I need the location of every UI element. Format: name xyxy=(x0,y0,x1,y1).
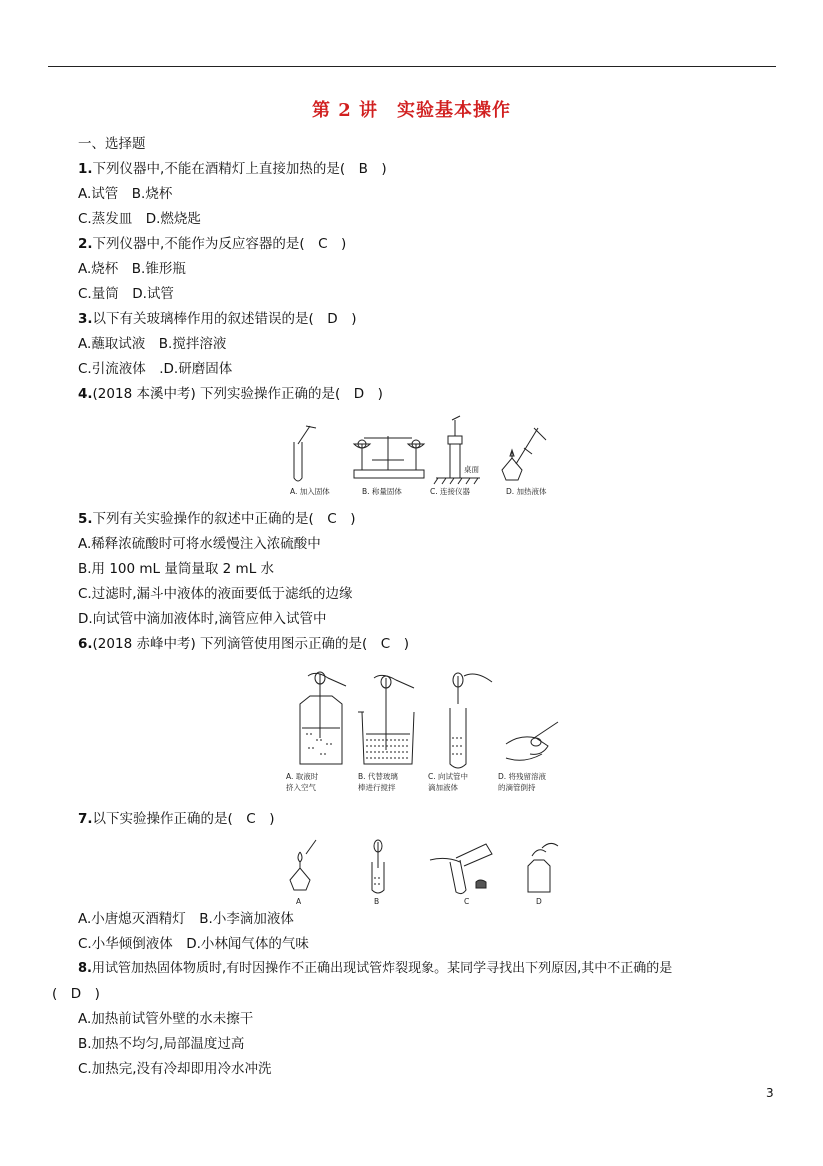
figure-q7 xyxy=(280,834,570,908)
hand-dropper-icon xyxy=(506,722,558,760)
option-line: C.量筒 D.试管 xyxy=(78,286,174,302)
answer-line: ( D ) xyxy=(52,986,100,1002)
figure-caption: 挤入空气 xyxy=(286,783,316,792)
question-line: 4.(2018 本溪中考) 下列实验操作正确的是( D ) xyxy=(78,386,383,402)
option-line: B.用 100 mL 量筒量取 2 mL 水 xyxy=(78,561,275,577)
option-line: C.引流液体 .D.研磨固体 xyxy=(78,361,233,377)
figure-caption: 滴加液体 xyxy=(428,783,458,792)
figure-caption: 的滴管倒持 xyxy=(498,783,536,792)
option-line: A.烧杯 B.锥形瓶 xyxy=(78,261,186,277)
figure-q6 xyxy=(280,668,570,800)
figure-caption: D. 加热液体 xyxy=(506,487,547,496)
figure-caption: D. 将残留溶液 xyxy=(498,772,547,781)
test-tube-icon xyxy=(294,426,316,481)
question-line: 6.(2018 赤峰中考) 下列滴管使用图示正确的是( C ) xyxy=(78,636,409,652)
alcohol-lamp-icon xyxy=(290,840,316,890)
section-heading: 一、选择题 xyxy=(78,136,146,152)
header-rule xyxy=(48,66,776,67)
question-line: 3.以下有关玻璃棒作用的叙述错误的是( D ) xyxy=(78,311,357,327)
question-line: 1.下列仪器中,不能在酒精灯上直接加热的是( B ) xyxy=(78,161,387,177)
connect-apparatus-icon xyxy=(434,416,480,484)
figure-caption: A. 加入固体 xyxy=(290,487,330,496)
option-line: A.蘸取试液 B.搅拌溶液 xyxy=(78,336,227,352)
beaker-stir-icon xyxy=(358,675,414,764)
balance-icon xyxy=(354,436,424,478)
option-line: C.蒸发皿 D.燃烧匙 xyxy=(78,211,201,227)
smelling-gas-icon xyxy=(528,843,558,892)
question-line: 8.用试管加热固体物质时,有时因操作不正确出现试管炸裂现象。某同学寻找出下列原因,其中不正确的是 xyxy=(78,961,673,976)
figure-caption: B. 称量固体 xyxy=(362,487,402,496)
dropper-tube-icon xyxy=(372,840,384,893)
option-line: C.小华倾倒液体 D.小林闻气体的气味 xyxy=(78,936,309,952)
option-line: A.加热前试管外壁的水未擦干 xyxy=(78,1011,254,1027)
option-line: A.小唐熄灭酒精灯 B.小李滴加液体 xyxy=(78,911,294,927)
option-line: B.加热不均匀,局部温度过高 xyxy=(78,1036,245,1052)
page-number: 3 xyxy=(766,1086,774,1100)
pouring-liquid-icon xyxy=(430,844,492,894)
desk-label: 桌面 xyxy=(464,465,479,474)
reagent-bottle-icon xyxy=(300,672,346,764)
figure-caption: B. 代替玻璃 xyxy=(358,772,398,781)
figure-caption: D xyxy=(536,897,542,906)
question-line: 7.以下实验操作正确的是( C ) xyxy=(78,811,275,827)
option-line: A.稀释浓硫酸时可将水缓慢注入浓硫酸中 xyxy=(78,536,321,552)
option-line: C.加热完,没有冷却即用冷水冲洗 xyxy=(78,1061,272,1077)
question-line: 5.下列有关实验操作的叙述中正确的是( C ) xyxy=(78,511,356,527)
option-line: C.过滤时,漏斗中液体的液面要低于滤纸的边缘 xyxy=(78,586,353,602)
option-line: D.向试管中滴加液体时,滴管应伸入试管中 xyxy=(78,611,327,627)
figure-caption: C. 连接仪器 xyxy=(430,487,471,496)
question-line: 2.下列仪器中,不能作为反应容器的是( C ) xyxy=(78,236,347,252)
figure-caption: A. 取液时 xyxy=(286,772,319,781)
page-title: 第 2 讲 实验基本操作 xyxy=(311,100,512,121)
option-line: A.试管 B.烧杯 xyxy=(78,186,173,202)
heating-liquid-icon xyxy=(502,428,546,480)
figure-caption: C. 向试管中 xyxy=(428,772,469,781)
figure-caption: 棒进行搅拌 xyxy=(358,783,396,792)
figure-caption: B xyxy=(374,897,380,906)
figure-q4 xyxy=(280,414,560,500)
test-tube-dropper-icon xyxy=(450,673,492,768)
figure-caption: A xyxy=(296,897,302,906)
figure-caption: C xyxy=(464,897,470,906)
